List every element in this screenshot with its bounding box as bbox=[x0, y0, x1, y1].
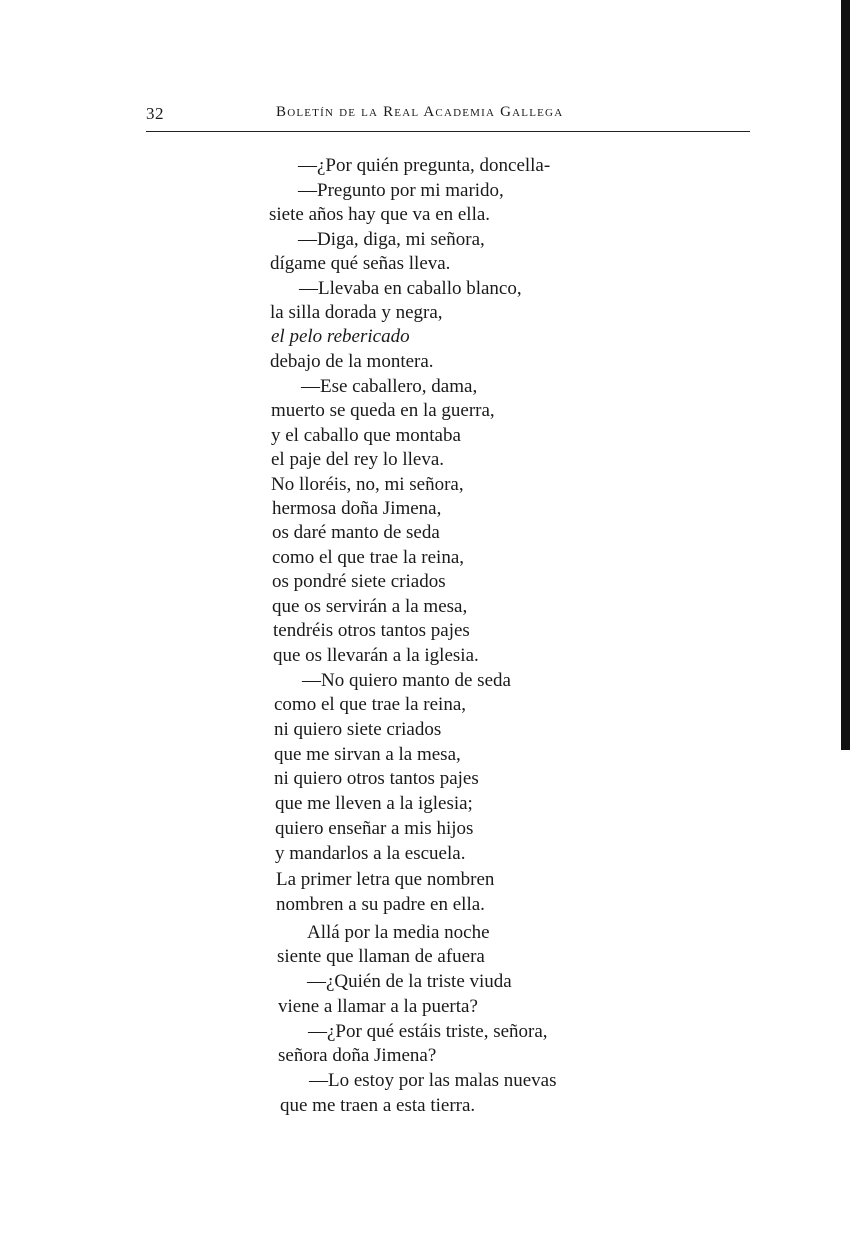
header-rule bbox=[146, 131, 750, 132]
poem-line: Allá por la media noche bbox=[307, 922, 490, 943]
poem-line: —¿Quién de la triste viuda bbox=[307, 971, 512, 992]
poem-line: muerto se queda en la guerra, bbox=[271, 400, 495, 421]
poem-line: tendréis otros tantos pajes bbox=[273, 620, 470, 641]
poem-line: —Lo estoy por las malas nuevas bbox=[309, 1070, 557, 1091]
poem-line: os daré manto de seda bbox=[272, 522, 440, 543]
poem-line: que os llevarán a la iglesia. bbox=[273, 645, 479, 666]
poem-line: —No quiero manto de seda bbox=[302, 670, 511, 691]
poem-line: ni quiero siete criados bbox=[274, 719, 442, 740]
poem-line: que me lleven a la iglesia; bbox=[275, 793, 473, 814]
page-number: 32 bbox=[146, 104, 164, 123]
poem-line: quiero enseñar a mis hijos bbox=[275, 818, 474, 839]
poem-line: y el caballo que montaba bbox=[271, 425, 461, 446]
poem-line: como el que trae la reina, bbox=[274, 694, 467, 715]
poem-line: que me sirvan a la mesa, bbox=[274, 744, 461, 765]
poem-line: señora doña Jimena? bbox=[278, 1045, 437, 1066]
page-edge-bar bbox=[841, 0, 850, 750]
poem-line: La primer letra que nombren bbox=[276, 869, 495, 890]
poem-line: os pondré siete criados bbox=[272, 571, 446, 592]
poem-line: viene a llamar a la puerta? bbox=[278, 996, 478, 1017]
poem-line: que me traen a esta tierra. bbox=[280, 1095, 476, 1116]
poem-line: dígame qué señas lleva. bbox=[270, 253, 451, 274]
poem-line: —Ese caballero, dama, bbox=[301, 376, 478, 397]
running-title: Boletín de la Real Academia Gallega bbox=[276, 104, 564, 120]
poem-line: —Diga, diga, mi señora, bbox=[298, 229, 485, 250]
poem-line: y mandarlos a la escuela. bbox=[275, 843, 466, 864]
poem-line: la silla dorada y negra, bbox=[270, 302, 443, 323]
page-header bbox=[146, 102, 750, 132]
poem-line: debajo de la montera. bbox=[270, 351, 434, 372]
poem-line: ni quiero otros tantos pajes bbox=[274, 768, 479, 789]
poem-line: nombren a su padre en ella. bbox=[276, 894, 485, 915]
poem-line: el pelo rebericado bbox=[271, 326, 410, 347]
poem-line: siete años hay que va en ella. bbox=[269, 204, 491, 225]
poem-line: —Pregunto por mi marido, bbox=[298, 180, 504, 201]
poem-line: —¿Por quién pregunta, doncella- bbox=[298, 155, 551, 176]
poem-line: No lloréis, no, mi señora, bbox=[271, 474, 464, 495]
poem-line: como el que trae la reina, bbox=[272, 547, 465, 568]
poem-line: el paje del rey lo lleva. bbox=[271, 449, 445, 470]
poem-line: siente que llaman de afuera bbox=[277, 946, 485, 967]
poem-line: hermosa doña Jimena, bbox=[272, 498, 442, 519]
poem-line: que os servirán a la mesa, bbox=[272, 596, 468, 617]
poem-line: —Llevaba en caballo blanco, bbox=[299, 278, 522, 299]
poem-line: —¿Por qué estáis triste, señora, bbox=[308, 1021, 548, 1042]
